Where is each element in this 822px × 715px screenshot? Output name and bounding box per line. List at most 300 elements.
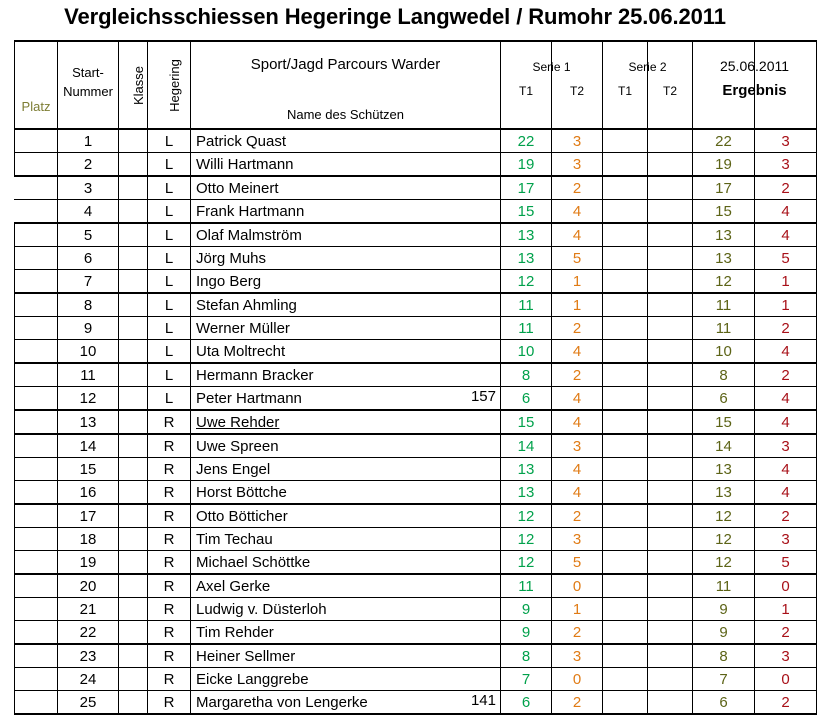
cell-name [191,574,501,598]
cell-ergebnis-t1: 12 [693,551,755,575]
cell-ergebnis-t1: 8 [693,644,755,668]
cell-hegering: R [148,598,191,621]
cell-serie2-t2 [648,200,693,224]
cell-platz [15,458,58,481]
cell-serie2-t1 [603,691,648,715]
cell-serie2-t2 [648,621,693,645]
startnummer-line2: Nummer [63,84,113,99]
cell-platz [15,129,58,153]
shooter-name: Ludwig v. Düsterloh [196,600,327,618]
cell-serie1-t1: 13 [501,481,552,505]
cell-serie2-t1 [603,223,648,247]
column-header-platz: Platz [15,41,58,129]
cell-klasse [119,176,148,200]
cell-serie2-t2 [648,387,693,411]
cell-ergebnis-t1: 6 [693,387,755,411]
cell-serie1-t1: 9 [501,621,552,645]
cell-ergebnis-t1: 13 [693,247,755,270]
cell-name [191,551,501,575]
cell-platz [15,434,58,458]
table-row [15,691,817,715]
cell-platz [15,363,58,387]
cell-serie1-t2: 1 [552,293,603,317]
cell-serie2-t1 [603,129,648,153]
cell-serie2-t1 [603,340,648,364]
cell-serie1-t1: 12 [501,528,552,551]
cell-ergebnis-t1: 11 [693,293,755,317]
cell-serie1-t1: 8 [501,644,552,668]
cell-serie1-t1: 6 [501,387,552,411]
cell-serie2-t1 [603,621,648,645]
cell-serie1-t1: 15 [501,410,552,434]
cell-serie1-t2: 3 [552,528,603,551]
cell-klasse [119,574,148,598]
column-header-hegering [148,41,191,129]
shooter-name: Tim Techau [196,530,273,548]
shooter-name: Margaretha von Lengerke [196,693,368,711]
cell-name [191,621,501,645]
cell-klasse [119,153,148,177]
cell-serie2-t1 [603,176,648,200]
cell-platz [15,504,58,528]
cell-startnummer: 5 [58,223,119,247]
cell-ergebnis-t2: 1 [755,293,817,317]
cell-serie2-t2 [648,574,693,598]
cell-serie2-t1 [603,317,648,340]
cell-hegering: R [148,551,191,575]
cell-serie1-t1: 15 [501,200,552,224]
cell-serie1-t2: 4 [552,223,603,247]
cell-serie1-t2: 3 [552,434,603,458]
cell-serie1-t2: 1 [552,270,603,294]
cell-serie1-t1: 12 [501,270,552,294]
cell-name [191,528,501,551]
cell-hegering: L [148,270,191,294]
cell-serie1-t1: 13 [501,247,552,270]
cell-ergebnis-t2: 4 [755,200,817,224]
table-row [15,387,817,411]
cell-startnummer: 21 [58,598,119,621]
table-row [15,340,817,364]
cell-name [191,176,501,200]
cell-serie2-t1 [603,270,648,294]
cell-platz [15,317,58,340]
table-row [15,458,817,481]
cell-serie2-t2 [648,153,693,177]
cell-name [191,270,501,294]
cell-serie1-t1: 17 [501,176,552,200]
cell-serie1-t1: 12 [501,504,552,528]
cell-serie1-t2: 2 [552,317,603,340]
shooter-name: Jörg Muhs [196,249,267,267]
cell-name [191,200,501,224]
serie2-t1-label: T1 [617,84,632,98]
table-row [15,528,817,551]
cell-hegering: L [148,340,191,364]
cell-startnummer: 16 [58,481,119,505]
cell-name [191,223,501,247]
cell-platz [15,153,58,177]
ergebnis-date: 25.06.2011 [719,58,790,74]
cell-startnummer: 24 [58,668,119,691]
cell-hegering: L [148,387,191,411]
cell-ergebnis-t2: 3 [755,129,817,153]
cell-serie1-t2: 3 [552,129,603,153]
cell-serie1-t1: 8 [501,363,552,387]
serie2-t2-label: T2 [662,84,677,98]
cell-serie2-t2 [648,504,693,528]
cell-serie1-t1: 13 [501,223,552,247]
cell-ergebnis-t2: 2 [755,691,817,715]
cell-ergebnis-t1: 12 [693,528,755,551]
cell-ergebnis-t2: 2 [755,621,817,645]
table-row [15,363,817,387]
cell-ergebnis-t1: 10 [693,340,755,364]
shooter-name: Otto Meinert [196,179,279,197]
cell-klasse [119,598,148,621]
cell-serie1-t2: 5 [552,551,603,575]
cell-klasse [119,200,148,224]
cell-ergebnis-t1: 6 [693,691,755,715]
cell-serie2-t1 [603,551,648,575]
column-header-startnummer [58,41,119,129]
column-header-serie1-t2 [532,41,603,129]
cell-name [191,153,501,177]
cell-name [191,504,501,528]
cell-platz [15,551,58,575]
cell-serie1-t2: 4 [552,481,603,505]
column-header-name [191,41,501,129]
cell-hegering: R [148,458,191,481]
cell-klasse [119,621,148,645]
cell-ergebnis-t2: 4 [755,458,817,481]
shooter-name: Stefan Ahmling [196,296,297,314]
cell-startnummer: 19 [58,551,119,575]
cell-serie2-t2 [648,293,693,317]
cell-serie2-t2 [648,668,693,691]
schuetzen-subtitle: Name des Schützen [286,107,405,122]
cell-klasse [119,551,148,575]
cell-klasse [119,363,148,387]
cell-serie1-t2: 3 [552,644,603,668]
cell-serie1-t2: 4 [552,458,603,481]
cell-hegering: L [148,247,191,270]
cell-serie1-t1: 11 [501,293,552,317]
cell-serie2-t2 [648,598,693,621]
hegering-label: Hegering [166,58,182,112]
cell-name [191,644,501,668]
cell-klasse [119,644,148,668]
cell-serie1-t1: 12 [501,551,552,575]
cell-ergebnis-t2: 2 [755,363,817,387]
cell-serie2-t2 [648,340,693,364]
cell-klasse [119,129,148,153]
shooter-name: Otto Bötticher [196,507,288,525]
cell-platz [15,176,58,200]
cell-platz [15,691,58,715]
cell-ergebnis-t2: 0 [755,668,817,691]
cell-serie1-t2: 0 [552,668,603,691]
cell-ergebnis-t1: 7 [693,668,755,691]
cell-serie1-t1: 6 [501,691,552,715]
cell-platz [15,387,58,411]
cell-platz [15,223,58,247]
cell-serie2-t1 [603,504,648,528]
cell-klasse [119,293,148,317]
table-row [15,668,817,691]
cell-serie2-t1 [603,363,648,387]
table-row [15,481,817,505]
cell-platz [15,598,58,621]
cell-serie1-t2: 2 [552,176,603,200]
shooter-name: Eicke Langgrebe [196,670,309,688]
cell-serie2-t2 [648,317,693,340]
shooter-name: Jens Engel [196,460,271,478]
cell-ergebnis-t2: 0 [755,574,817,598]
cell-klasse [119,317,148,340]
cell-hegering: L [148,317,191,340]
cell-startnummer: 10 [58,340,119,364]
shooter-name: Michael Schöttke [196,553,311,571]
table-row [15,223,817,247]
table-row [15,317,817,340]
cell-ergebnis-t1: 19 [693,153,755,177]
cell-klasse [119,340,148,364]
cell-serie1-t2: 2 [552,504,603,528]
cell-serie1-t1: 9 [501,598,552,621]
cell-startnummer: 12 [58,387,119,411]
cell-ergebnis-t1: 15 [693,410,755,434]
cell-startnummer: 2 [58,153,119,177]
cell-name [191,247,501,270]
table-row [15,504,817,528]
table-row [15,574,817,598]
cell-hegering: R [148,504,191,528]
column-header-serie2-t2 [628,41,693,129]
shooter-name: Hermann Bracker [196,366,314,384]
parcours-title: Sport/Jagd Parcours Warder [250,56,441,73]
startnummer-line1: Start- [72,65,104,81]
cell-hegering: L [148,293,191,317]
cell-ergebnis-t1: 11 [693,574,755,598]
cell-startnummer: 18 [58,528,119,551]
column-header-klasse [119,41,148,129]
cell-name [191,129,501,153]
cell-serie2-t1 [603,387,648,411]
cell-serie2-t2 [648,247,693,270]
cell-hegering: L [148,200,191,224]
shooter-name: Patrick Quast [196,132,287,150]
cell-serie2-t2 [648,644,693,668]
cell-serie1-t2: 2 [552,363,603,387]
serie2-label: Serie 2 [628,60,667,74]
cell-ergebnis-t2: 4 [755,340,817,364]
table-row [15,176,817,200]
cell-serie1-t2: 4 [552,410,603,434]
cell-hegering: R [148,668,191,691]
cell-startnummer: 4 [58,200,119,224]
cell-startnummer: 20 [58,574,119,598]
cell-platz [15,644,58,668]
cell-platz [15,574,58,598]
cell-ergebnis-t2: 3 [755,434,817,458]
shooter-name: Axel Gerke [196,577,271,595]
cell-startnummer: 8 [58,293,119,317]
cell-platz [15,293,58,317]
cell-klasse [119,387,148,411]
cell-serie2-t2 [648,481,693,505]
cell-serie1-t2: 1 [552,598,603,621]
cell-serie2-t1 [603,598,648,621]
cell-hegering: R [148,434,191,458]
cell-ergebnis-t1: 13 [693,481,755,505]
cell-platz [15,528,58,551]
klasse-label: Klasse [131,65,147,105]
cell-serie2-t2 [648,551,693,575]
table-body [15,129,817,714]
cell-startnummer: 22 [58,621,119,645]
cell-startnummer: 9 [58,317,119,340]
cell-ergebnis-t2: 4 [755,223,817,247]
cell-ergebnis-t2: 2 [755,504,817,528]
cell-hegering: R [148,621,191,645]
shooter-name: Werner Müller [196,319,290,337]
cell-startnummer: 13 [58,410,119,434]
cell-serie2-t1 [603,247,648,270]
cell-platz [15,270,58,294]
cell-name [191,434,501,458]
table-header [15,41,817,129]
table-row [15,200,817,224]
table-row [15,551,817,575]
serie1-t1-label: T1 [518,84,533,98]
shooter-name: Uwe Rehder [196,413,280,431]
cell-hegering: L [148,363,191,387]
column-header-serie2-t1 [603,41,648,129]
cell-hegering: R [148,691,191,715]
cell-startnummer: 7 [58,270,119,294]
table-row [15,598,817,621]
cell-name [191,598,501,621]
cell-serie2-t2 [648,691,693,715]
cell-serie1-t1: 13 [501,458,552,481]
cell-serie2-t2 [648,528,693,551]
cell-name [191,293,501,317]
table-row [15,153,817,177]
cell-name [191,387,501,411]
shooter-name: Frank Hartmann [196,202,305,220]
cell-serie1-t2: 4 [552,340,603,364]
cell-serie2-t2 [648,434,693,458]
cell-startnummer: 11 [58,363,119,387]
cell-hegering: L [148,223,191,247]
cell-hegering: R [148,574,191,598]
cell-serie2-t1 [603,528,648,551]
cell-serie1-t1: 10 [501,340,552,364]
cell-serie1-t1: 11 [501,574,552,598]
cell-serie2-t1 [603,481,648,505]
cell-serie1-t1: 22 [501,129,552,153]
cell-serie1-t2: 5 [552,247,603,270]
cell-ergebnis-t1: 15 [693,200,755,224]
cell-klasse [119,504,148,528]
shooter-name: Ingo Berg [196,272,262,290]
serie1-label: Serie 1 [532,60,571,74]
cell-serie1-t2: 4 [552,200,603,224]
cell-klasse [119,668,148,691]
cell-serie2-t2 [648,458,693,481]
cell-serie2-t1 [603,410,648,434]
cell-klasse [119,270,148,294]
cell-klasse [119,481,148,505]
cell-ergebnis-t1: 13 [693,458,755,481]
cell-platz [15,410,58,434]
cell-serie2-t2 [648,176,693,200]
cell-serie2-t2 [648,410,693,434]
shooter-extra-number: 141 [470,692,496,709]
cell-hegering: R [148,644,191,668]
cell-serie2-t1 [603,574,648,598]
cell-ergebnis-t1: 12 [693,270,755,294]
cell-ergebnis-t2: 1 [755,598,817,621]
cell-hegering: L [148,153,191,177]
cell-ergebnis-t1: 9 [693,621,755,645]
cell-serie2-t2 [648,129,693,153]
cell-ergebnis-t1: 14 [693,434,755,458]
table-row [15,293,817,317]
cell-serie1-t2: 3 [552,153,603,177]
cell-startnummer: 23 [58,644,119,668]
shooter-name: Heiner Sellmer [196,647,296,665]
column-header-ergebnis-t1 [693,41,790,129]
cell-serie1-t2: 2 [552,621,603,645]
cell-ergebnis-t1: 17 [693,176,755,200]
cell-startnummer: 15 [58,458,119,481]
cell-ergebnis-t1: 13 [693,223,755,247]
table-row [15,410,817,434]
shooter-name: Horst Böttche [196,483,287,501]
cell-startnummer: 17 [58,504,119,528]
cell-name [191,458,501,481]
cell-serie2-t1 [603,458,648,481]
table-row [15,434,817,458]
cell-serie1-t1: 7 [501,668,552,691]
cell-name [191,317,501,340]
cell-serie1-t2: 0 [552,574,603,598]
cell-ergebnis-t1: 22 [693,129,755,153]
cell-ergebnis-t1: 9 [693,598,755,621]
cell-hegering: R [148,528,191,551]
table-row [15,129,817,153]
cell-startnummer: 3 [58,176,119,200]
column-header-serie1-t1 [501,41,552,129]
cell-klasse [119,434,148,458]
results-table [14,40,817,715]
cell-ergebnis-t2: 5 [755,247,817,270]
cell-serie1-t1: 11 [501,317,552,340]
cell-serie2-t2 [648,223,693,247]
cell-serie2-t2 [648,270,693,294]
cell-hegering: L [148,129,191,153]
shooter-name: Willi Hartmann [196,155,294,173]
cell-platz [15,200,58,224]
cell-hegering: L [148,176,191,200]
cell-ergebnis-t2: 5 [755,551,817,575]
cell-klasse [119,223,148,247]
cell-serie1-t2: 4 [552,387,603,411]
cell-serie2-t1 [603,668,648,691]
table-row [15,247,817,270]
